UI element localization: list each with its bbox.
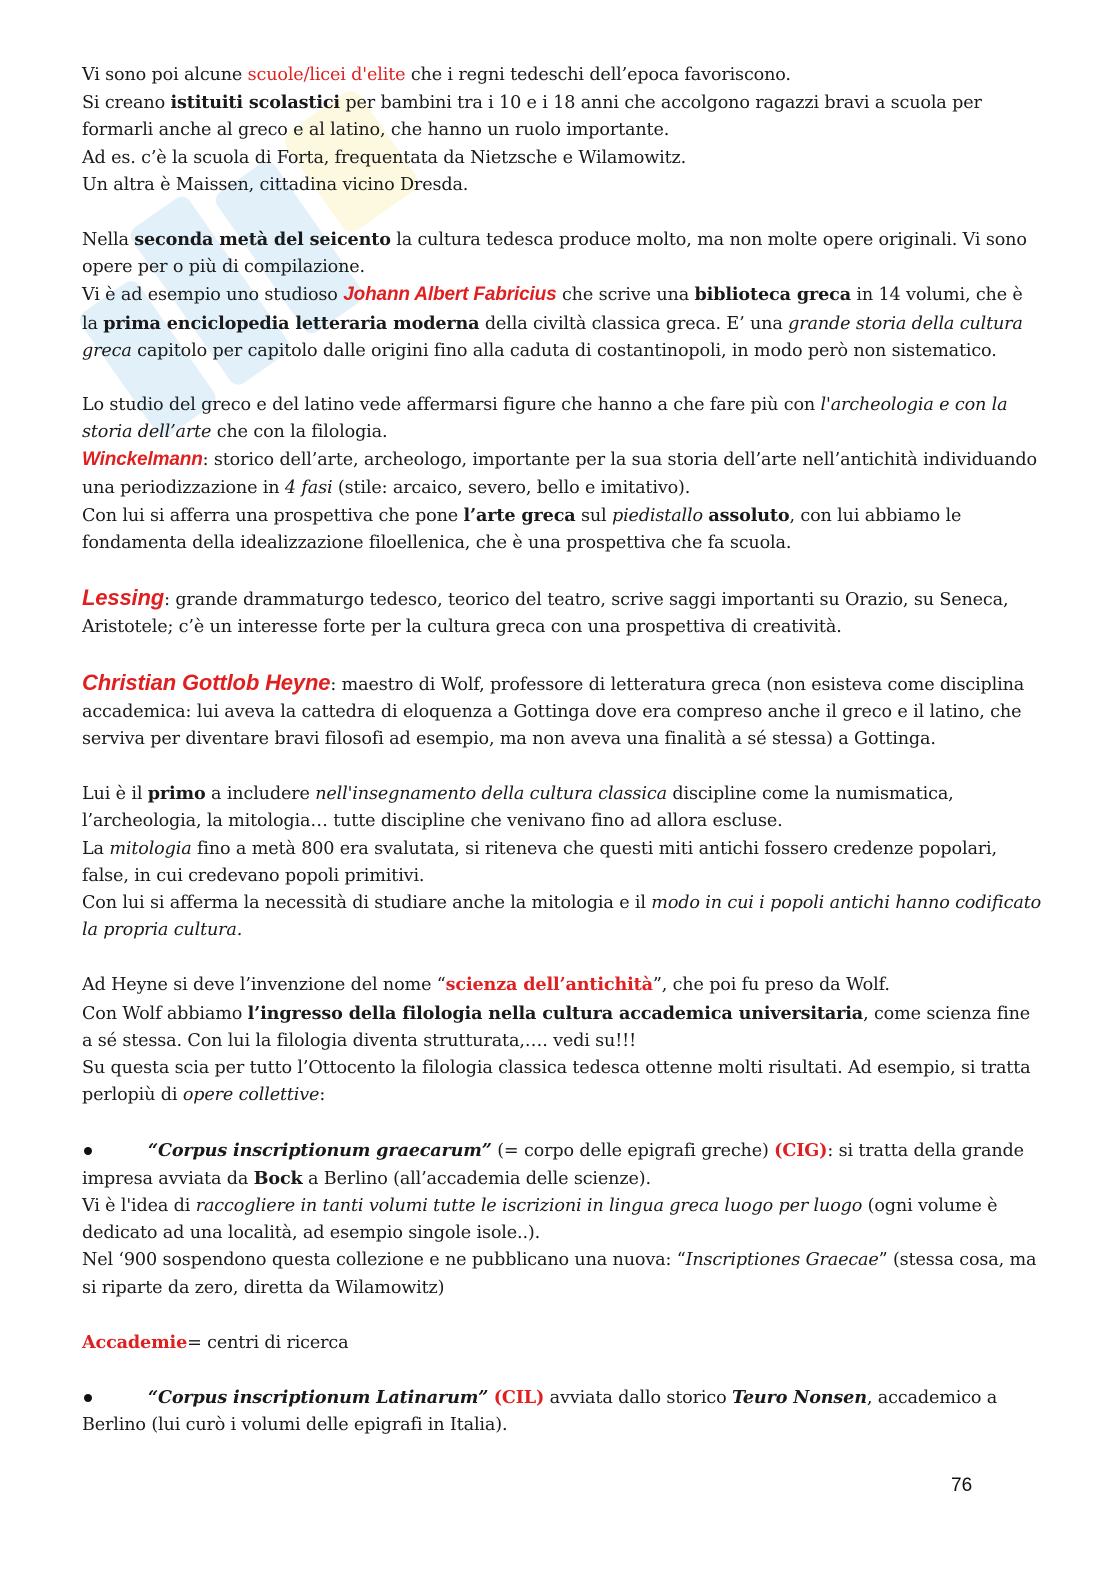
list-item-cig: “Corpus inscriptionum graecarum” (= corpo delle epigrafi greche) (CIG): si tratta della grande impresa avviata da Bock a Berlino (all’accademia delle scienze). Vi è l'idea di raccogliere in tanti volumi tutte le iscrizioni in lingua greca luogo per luogo (ogni volume è dedicato ad una località, ad esempio singole isole..). Nel ‘900 sospendono questa collezione e ne pubblicano una nuova: “Inscriptiones Graecae” (stessa cosa, ma si riparte da zero, diretta da Wilamowitz): [82, 1139, 1037, 1298]
paragraph-lessing: Lessing: grande drammaturgo tedesco, teorico del teatro, scrive saggi importanti su Orazio, su Seneca, Aristotele; c’è un interesse forte per la cultura greca con una prospettiva di creatività.: [82, 585, 1009, 638]
highlight-accademie: Accademie: [82, 1331, 188, 1353]
list-item-cil: “Corpus inscriptionum Latinarum” (CIL) avviata dallo storico Teuro Nonsen, accademico a Berlino (lui curò i volumi delle epigrafi in Italia).: [82, 1386, 998, 1436]
paragraph-accademie: Accademie= centri di ricerca: [82, 1331, 349, 1353]
name-fabricius: Johann Albert Fabricius: [343, 284, 557, 306]
document-body: [82, 62, 1042, 1439]
highlight-scienza-antichita: scienza dell’antichità: [445, 974, 653, 996]
paragraph-winckelmann: Lo studio del greco e del latino vede affermarsi figure che hanno a che fare più con l'archeologia e con la storia dell’arte che con la filologia. Winckelmann: storico dell’arte, archeologo, importante per la sua storia dell’arte nell’antichità individuando una periodizzazione in 4 fasi (stile: arcaico, severo, bello e imitativo). Con lui si afferra una prospettiva che pone l’arte greca sul piedistallo assoluto, con lui abbiamo le fondamenta della idealizzazione filoellenica, che è una prospettiva che fa scuola.: [82, 395, 1037, 554]
bullet-icon: [82, 1138, 148, 1165]
paragraph-heyne: Christian Gottlob Heyne: maestro di Wolf, professore di letteratura greca (non esisteva come disciplina accademica: lui aveva la cattedra di eloquenza a Gottinga dove era compreso anche il greco e il latino, che serviva per diventare bravi filosofi ad esempio, ma non aveva una finalità a sé stessa) a Gottinga.: [82, 669, 1025, 750]
paragraph-scienza-antichita: Ad Heyne si deve l’invenzione del nome “scienza dell’antichità”, che poi fu preso da Wolf. Con Wolf abbiamo l’ingresso della filologia nella cultura accademica universitaria, come scienza fine a sé stessa. Con lui la filologia diventa strutturata,…. vedi su!!! Su questa scia per tutto l’Ottocento la filologia classica tedesca ottenne molti risultati. Ad esempio, si tratta perlopiù di opere collettive:: [82, 974, 1031, 1106]
paragraph-scuole: Vi sono poi alcune scuole/licei d'elite che i regni tedeschi dell’epoca favoriscono. Si creano istituiti scolastici per bambini tra i 10 e i 18 anni che accolgono ragazzi bravi a scuola per formarli anche al greco e al latino, che hanno un ruolo importante. Ad es. c’è la scuola di Forta, frequentata da Nietzsche e Wilamowitz. Un altra è Maissen, cittadina vicino Dresda.: [82, 65, 982, 195]
name-winckelmann: Winckelmann: [82, 449, 203, 471]
bullet-icon: [82, 1385, 148, 1412]
paragraph-seicento: Nella seconda metà del seicento la cultura tedesca produce molto, ma non molte opere originali. Vi sono opere per o più di compilazione. Vi è ad esempio uno studioso Johann Albert Fabricius che scrive una biblioteca greca in 14 volumi, che è la prima enciclopedia letteraria moderna della civiltà classica greca. E’ una grande storia della cultura greca capitolo per capitolo dalle origini fino alla caduta di costantinopoli, in modo però non sistematico.: [82, 229, 1027, 361]
name-heyne: Christian Gottlob Heyne: [82, 669, 331, 695]
page-number: 76: [951, 1475, 973, 1496]
paragraph-heyne-disciplines: Lui è il primo a includere nell'insegnamento della cultura classica discipline come la numismatica, l’archeologia, la mitologia… tutte discipline che venivano fino ad allora escluse. La mitologia fino a metà 800 era svalutata, si riteneva che questi miti antichi fossero credenze popolari, false, in cui credevano popoli primitivi. Con lui si afferma la necessità di studiare anche la mitologia e il modo in cui i popoli antichi hanno codificato la propria cultura.: [82, 783, 1042, 941]
name-lessing: Lessing: [82, 585, 165, 611]
highlight-scuole-licei: scuole/licei d'elite: [247, 65, 406, 85]
